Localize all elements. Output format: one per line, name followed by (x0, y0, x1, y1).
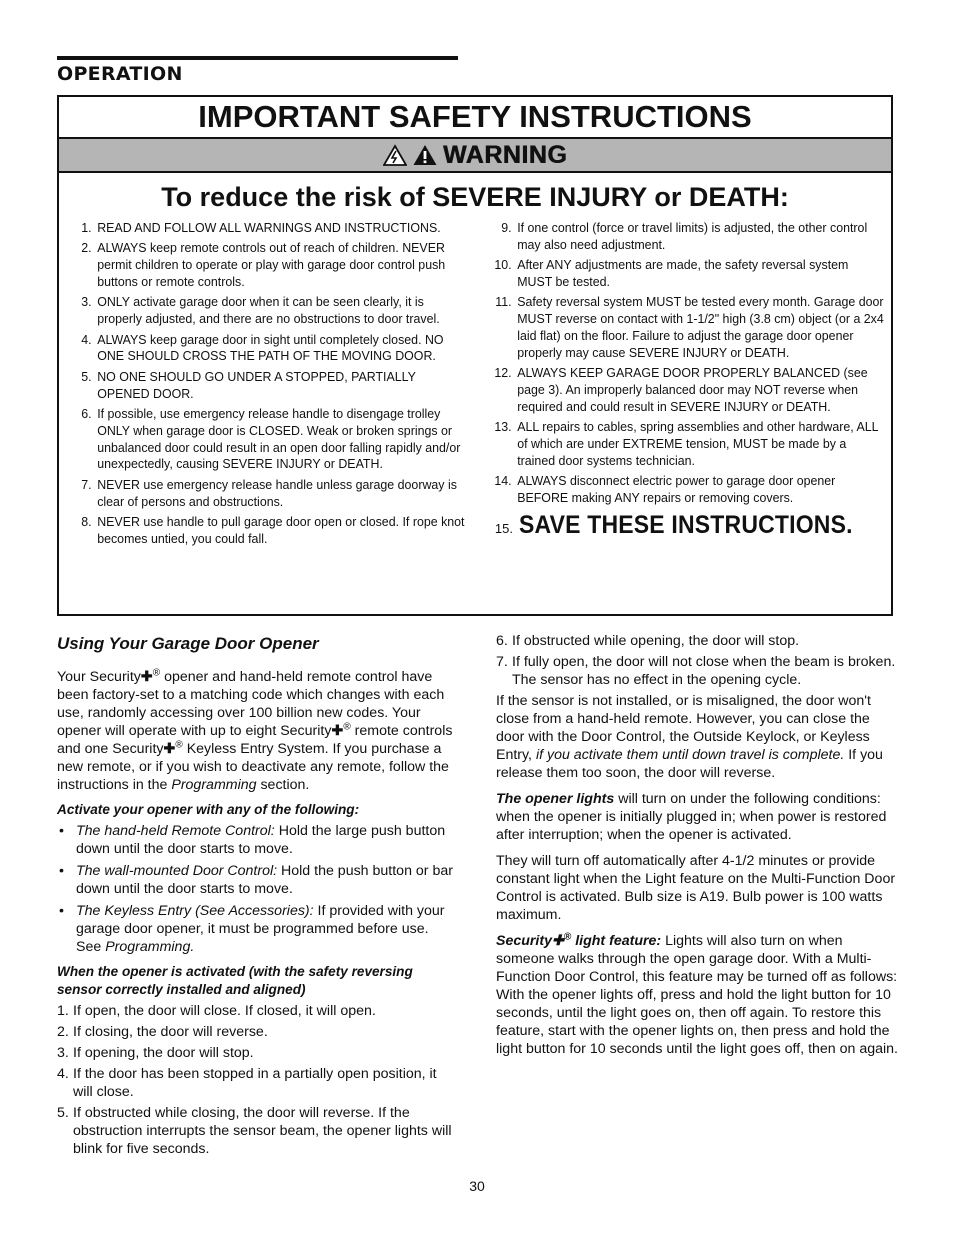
item-text: NEVER use emergency release handle unless garage doorway is clear of persons and obstructions. (97, 476, 457, 509)
warning-item (489, 365, 886, 415)
warning-list-right (489, 220, 887, 507)
item-text: ALWAYS KEEP GARAGE DOOR PROPERLY BALANCED (see page 3). An improperly balanced door may NOT reverse when required and could result in SEVERE INJURY or DEATH. (517, 365, 868, 414)
item-text: If open, the door will close. If closed, it will open. (73, 1003, 376, 1019)
item-text: Safety reversal system MUST be tested every month. Garage door MUST reverse on contact with 1-1/2" high (3.8 cm) object (or a 2x4 laid flat) on the floor. Failure to adjust the garage door opener properly may cause SEVERE INJURY or DEATH. (517, 294, 884, 360)
item-number: 6. (81, 405, 92, 421)
security-cross-icon: ✚ (140, 669, 153, 685)
list-item (496, 632, 898, 650)
warning-column-left (69, 220, 472, 551)
item-number: 4. (57, 1066, 69, 1082)
item-text: If possible, use emergency release handle to disengage trolley ONLY when garage door is CLOSED. Weak or broken springs or unbalanced door could result in an open door falling rapidly and/or unexpectedly, causing SEVERE INJURY or DEATH. (97, 405, 461, 472)
warning-label: WARNING (442, 140, 568, 169)
bullet-marker: • (59, 903, 64, 919)
item-number: 11. (495, 294, 512, 310)
warning-item (69, 294, 471, 328)
warning-item (69, 514, 471, 548)
warning-item (69, 477, 471, 511)
feature-text: Lights will also turn on when someone walks through the open garage door. With a Multi-Function Door Control, this feature may be turned off as follows: With the opener lights off, press and hold the light button for 10 seconds, until the light goes on, then off again. To restore this feature, start with the opener lights on, then press and hold the light button for 10 seconds until the light goes off, then on again. (496, 933, 899, 1057)
activation-behavior-list (57, 1002, 455, 1158)
lights-label: The opener lights (496, 791, 615, 807)
item-number: 5. (57, 1105, 69, 1121)
lights-off-paragraph: They will turn off automatically after 4-1/2 minutes or provide constant light when the Light feature on the Multi-Function Door Control is activated. Bulb size is A19. Bulb power is 100 watts maximum. (496, 853, 896, 923)
item-text: ALWAYS disconnect electric power to garage door opener BEFORE making ANY repairs or removing covers. (517, 473, 836, 505)
item-text: NEVER use handle to pull garage door open or closed. If rope knot becomes untied, you could fall. (97, 513, 465, 546)
warning-column-right (489, 220, 887, 540)
list-item (57, 822, 455, 858)
list-item (57, 1002, 455, 1020)
item-text: If opening, the door will stop. (73, 1045, 254, 1061)
intro-text: Keyless Entry System. If you purchase a new remote, or if you wish to deactivate any remote, follow the instructions in the (57, 741, 449, 793)
item-number: 6. (496, 633, 508, 649)
warning-item (489, 257, 886, 291)
light-feature-paragraph (496, 932, 898, 1058)
feature-label: light feature: (571, 933, 662, 949)
warning-item (489, 220, 886, 254)
item-number: 1. (57, 1003, 69, 1019)
warning-item (69, 220, 471, 237)
section-heading: Using Your Garage Door Opener (57, 634, 319, 653)
security-cross-icon: ✚ (331, 723, 344, 739)
risk-heading: To reduce the risk of SEVERE INJURY or DEATH: (161, 182, 789, 212)
safety-title: IMPORTANT SAFETY INSTRUCTIONS (59, 97, 891, 139)
intro-text: remote controls and one Security (57, 723, 453, 757)
item-text: ONLY activate garage door when it can be seen clearly, it is properly adjusted, and there are no obstructions to door travel. (97, 294, 440, 327)
programming-reference: Programming (171, 777, 257, 793)
item-text: ALWAYS keep garage door in sight until completely closed. NO ONE SHOULD CROSS THE PATH OF THE MOVING DOOR. (97, 331, 444, 364)
sensor-text: If you release them too soon, the door will reverse. (496, 747, 883, 781)
item-number: 2. (57, 1024, 69, 1040)
lights-text: will turn on under the following conditions: when the opener is initially plugged in; when power is restored after interruption; when the opener is activated. (496, 791, 887, 843)
item-text: READ AND FOLLOW ALL WARNINGS AND INSTRUCTIONS. (97, 220, 441, 235)
item-text: NO ONE SHOULD GO UNDER A STOPPED, PARTIALLY OPENED DOOR. (97, 368, 416, 401)
item-number: 7. (81, 476, 92, 492)
list-item (57, 1044, 455, 1062)
registered-mark: ® (175, 739, 183, 751)
item-text: If the door has been stopped in a partially open position, it will close. (73, 1066, 437, 1100)
bullet-body: If provided with your garage door opener, it must be programmed before use. See (76, 903, 445, 955)
intro-text: Your Security (57, 669, 141, 685)
warning-item (489, 294, 886, 361)
intro-text: section. (256, 777, 310, 793)
activation-behavior-list-continued (496, 632, 898, 689)
body-column-right (496, 632, 898, 1063)
item-number: 9. (501, 220, 512, 235)
item-text: If obstructed while opening, the door will stop. (512, 633, 800, 649)
item-number: 3. (57, 1045, 69, 1061)
item-number: 2. (81, 240, 92, 256)
warning-item (69, 332, 471, 366)
list-item (57, 902, 455, 956)
warning-triangle-icon (413, 144, 437, 166)
item-number: 13. (494, 419, 512, 435)
warning-item (69, 240, 471, 290)
section-label: OPERATION (57, 63, 183, 85)
warning-item (69, 406, 471, 473)
item-number: 4. (81, 331, 92, 347)
warning-item (489, 473, 886, 507)
bullet-body: Hold the large push button down until the door starts to move. (76, 823, 446, 857)
security-cross-icon: ✚ (552, 933, 564, 949)
item-text: If fully open, the door will not close when the beam is broken. The sensor has no effect in the opening cycle. (512, 654, 896, 688)
item-number: 5. (81, 368, 92, 384)
intro-text: opener and hand-held remote control have been factory-set to a matching code which changes with each use, randomly accessing over 100 billion new codes. Your opener will operate with up to eight Security (57, 669, 445, 739)
item-text: If closing, the door will reverse. (73, 1024, 268, 1040)
item-number: 3. (81, 294, 92, 310)
item-number: 14. (494, 473, 512, 489)
list-item (496, 653, 898, 689)
registered-mark: ® (563, 931, 572, 943)
top-rule (57, 56, 458, 60)
bullet-text (76, 862, 455, 898)
sensor-paragraph (496, 692, 898, 782)
sensor-text: If the sensor is not installed, or is misaligned, the door won't close from a hand-held remote. However, you can close the door with the Door Control, the Outside Keylock, or Keyless Entry, (496, 693, 871, 763)
list-item (57, 862, 455, 898)
lights-paragraph (496, 790, 898, 844)
list-item (57, 1023, 455, 1041)
item-text: ALWAYS keep remote controls out of reach of children. NEVER permit children to operate or play with garage door control push buttons or remote controls. (97, 240, 446, 289)
bullet-marker: • (59, 863, 64, 879)
list-item (57, 1065, 455, 1101)
item-number: 12. (494, 365, 512, 381)
bullet-text (76, 822, 455, 858)
bullet-label: The wall-mounted Door Control: (76, 863, 278, 879)
registered-mark: ® (343, 721, 351, 733)
when-activated-label: When the opener is activated (with the safety reversing sensor correctly installed and aligned) (57, 964, 413, 997)
item-text: If obstructed while closing, the door will reverse. If the obstruction interrupts the sensor beam, the opener lights will blink for five seconds. (73, 1105, 452, 1157)
bullet-label: The hand-held Remote Control: (76, 823, 275, 839)
item-text: After ANY adjustments are made, the safety reversal system MUST be tested. (517, 257, 849, 289)
activate-label: Activate your opener with any of the following: (57, 802, 360, 817)
warning-list-left (69, 220, 472, 548)
save-instructions-item (489, 511, 887, 540)
feature-label: Security (496, 933, 552, 949)
registered-mark: ® (152, 667, 161, 679)
bullet-tail: Programming. (105, 939, 195, 955)
intro-paragraph (57, 668, 455, 794)
bullet-label: The Keyless Entry (See Accessories): (76, 903, 314, 919)
item-number: 8. (81, 513, 92, 529)
bullet-text (76, 902, 455, 956)
safety-instructions-box (57, 95, 893, 616)
item-text: ALL repairs to cables, spring assemblies and other hardware, ALL of which are under EXTREME tension, MUST be made by a trained door systems technician. (517, 419, 879, 468)
item-number: 10. (494, 257, 512, 273)
bullet-marker: • (59, 823, 64, 839)
list-item (57, 1104, 455, 1158)
item-number: 1. (81, 220, 92, 235)
warning-item (489, 419, 886, 469)
item-number: 7. (496, 654, 508, 670)
security-cross-icon: ✚ (163, 741, 176, 757)
activation-methods-list (57, 822, 455, 956)
body-column-left (57, 632, 455, 1161)
save-instructions-text: SAVE THESE INSTRUCTIONS. (519, 510, 853, 539)
warning-band (59, 139, 891, 173)
bullet-body: Hold the push button or bar down until the door starts to move. (76, 863, 453, 897)
warning-item (69, 369, 471, 403)
item-number: 15. (494, 520, 513, 536)
item-text: If one control (force or travel limits) is adjusted, the other control may also need adjustment. (517, 220, 868, 252)
sensor-emphasis: if you activate them until down travel is complete. (535, 747, 845, 763)
page-number: 30 (469, 1178, 485, 1194)
hazard-triangle-icon (383, 144, 407, 166)
